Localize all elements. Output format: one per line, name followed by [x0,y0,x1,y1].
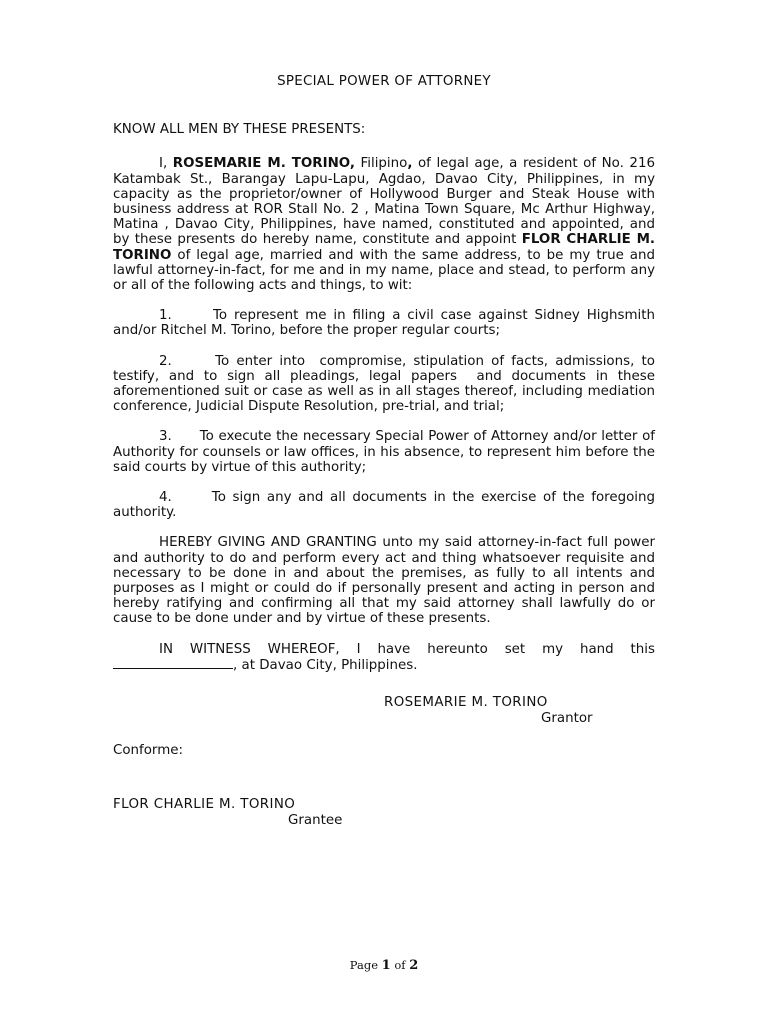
intro-text-1: I, [159,156,173,172]
footer-total-pages: 2 [409,958,419,973]
hereby-paragraph: HEREBY GIVING AND GRANTING unto my said attorney-in-fact full power and authority to do and perform every act and thing whatsoever requisite and necessary to be done in and about the premises, as fully to all intents and purposes as I might or could do if personally present and acting in person and hereby ratifying and confirming all that my said attorney shall lawfully do or cause to be done under and by virtue of these presents. [113,535,655,627]
footer-page-number: 1 [381,958,391,973]
page-footer [0,958,768,973]
grantor-role: Grantor [541,711,593,727]
item-4: 4. To sign any and all documents in the exercise of the foregoing authority. [113,490,660,521]
footer-of-word: of [390,958,410,972]
intro-text-2: Filipino [354,156,408,172]
intro-paragraph [113,156,655,293]
witness-text: IN WITNESS WHEREOF, I have hereunto set my hand this [159,641,655,657]
item-3: 3. To execute the necessary Special Power of Attorney and/or letter of Authority for counsels or law offices, in his absence, to represent him before the said courts by virtue of this authority; [113,429,660,475]
item-2: 2. To enter into compromise, stipulation of facts, admissions, to testify, and to sign all pleadings, legal papers and documents in these aforementioned suit or case as well as in all stages thereof, including mediation conference, Judicial Dispute Resolution, pre-trial, and trial; [113,353,660,415]
intro-grantor-name: ROSEMARIE M. TORINO, [172,156,355,172]
date-blank-line [113,657,233,669]
witness-place: , at Davao City, Philippines. [233,657,418,673]
salutation: KNOW ALL MEN BY THESE PRESENTS: [113,122,366,138]
intro-grantee-name: FLOR CHARLIE M. TORINO [113,232,655,263]
grantor-name: ROSEMARIE M. TORINO [384,695,548,711]
document-title: SPECIAL POWER OF ATTORNEY [277,74,491,89]
grantee-role: Grantee [288,812,343,828]
grantor-signature-block [113,695,655,726]
intro-comma: , [407,156,413,172]
footer-page-word: Page [349,958,382,972]
grantee-name: FLOR CHARLIE M. TORINO [113,796,296,812]
document-body [113,74,660,828]
conforme-label: Conforme: [113,742,183,758]
grantee-signature-block [113,797,655,828]
intro-text-4: of legal age, married and with the same address, to be my true and lawful attorney-in-fact, for me and in my name, place and stead, to perform any or all of the following acts and things, to wit: [113,247,655,294]
item-1: 1. To represent me in filing a civil case against Sidney Highsmith and/or Ritchel M. Torino, before the proper regular courts; [113,308,660,339]
intro-text-3: of legal age, a resident of No. 216 Katambak St., Barangay Lapu-Lapu, Agdao, Davao City, Philippines, in my capacity as the proprietor/owner of Hollywood Burger and Steak House with business address at ROR Stall No. 2 , Matina Town Square, Mc Arthur Highway, Matina , Davao City, Philippines, have named, constituted and appointed, and by these presents do hereby name, constitute and appoint [113,156,655,248]
witness-paragraph [113,642,655,673]
